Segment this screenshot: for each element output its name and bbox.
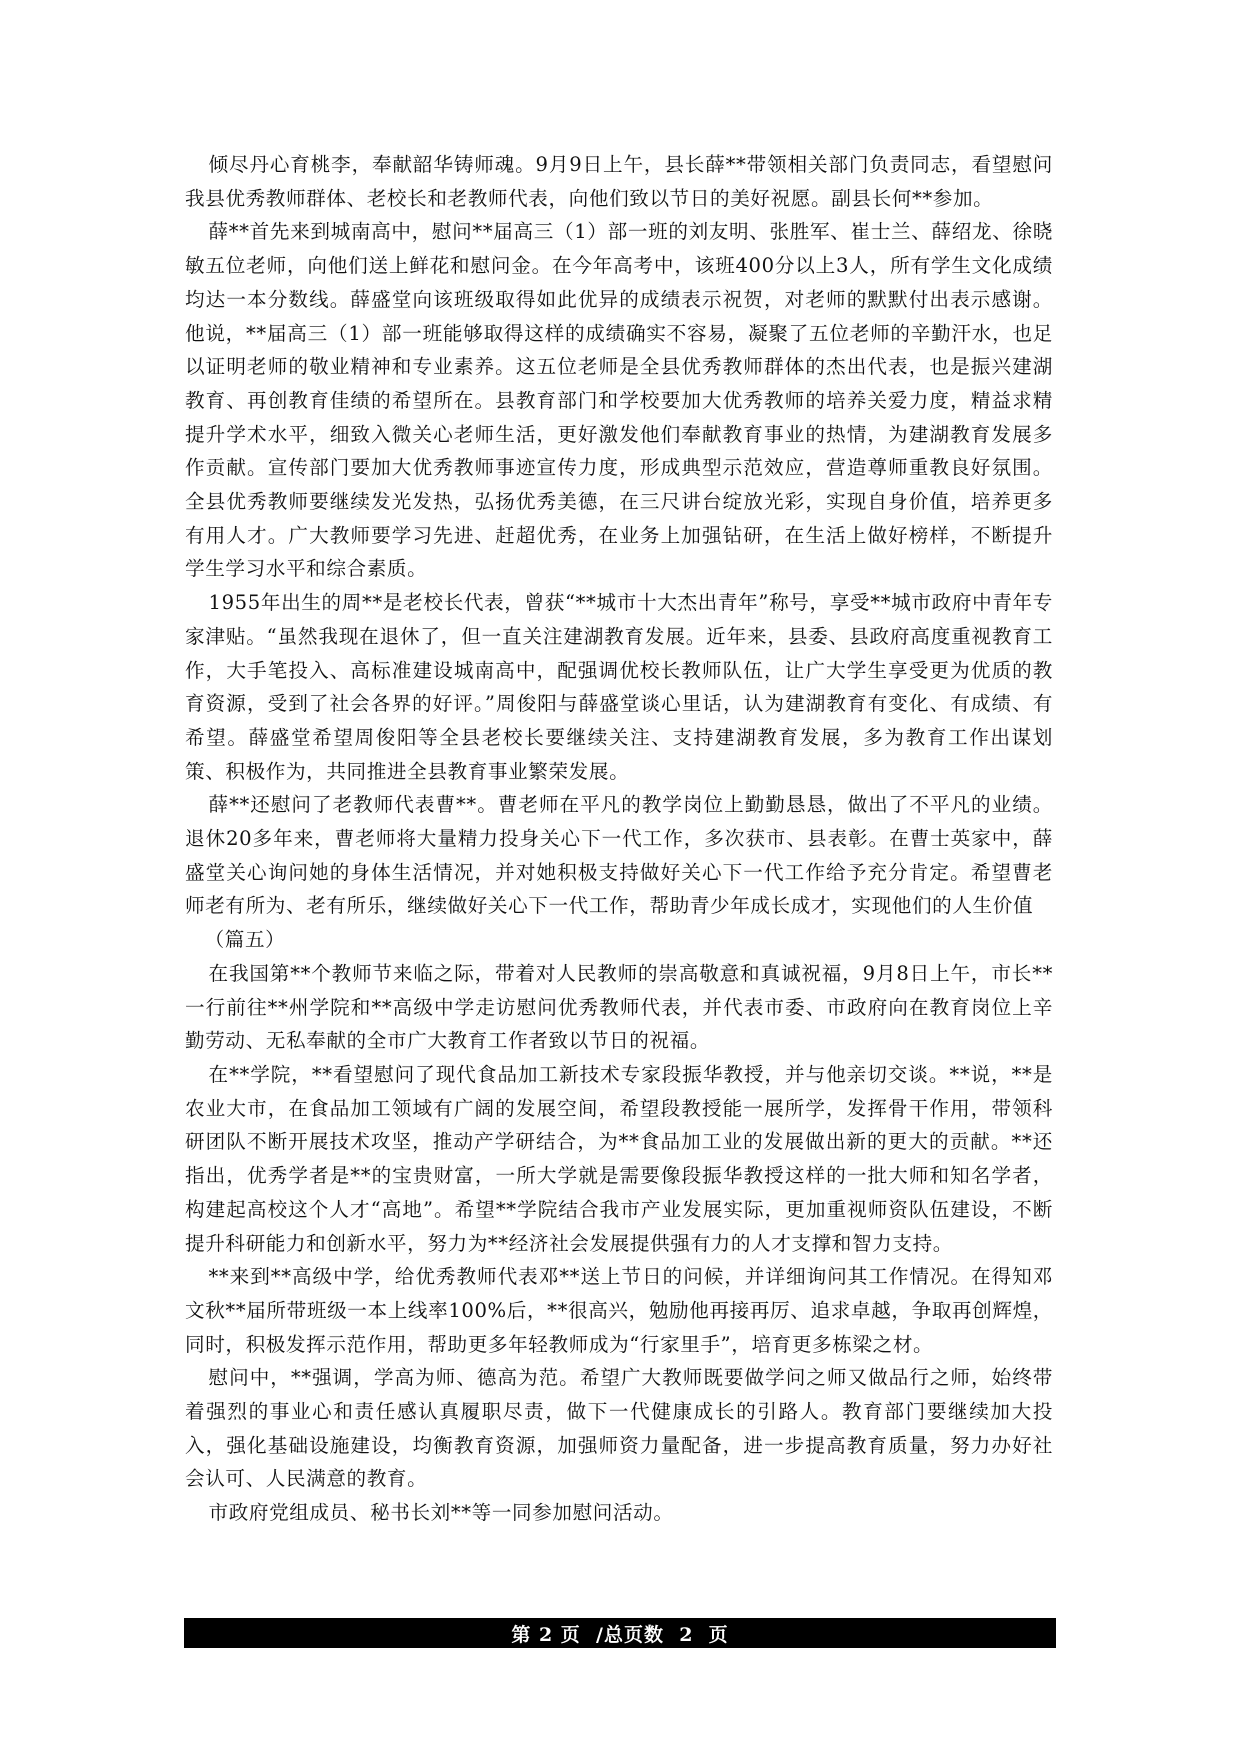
- page-number: 第 2 页 /总页数 2 页: [511, 1623, 729, 1646]
- document-body: [185, 148, 1053, 1530]
- paragraph: 市政府党组成员、秘书长刘**等一同参加慰问活动。: [208, 1501, 674, 1525]
- paragraph: 在**学院，**看望慰问了现代食品加工新技术专家段振华教授，并与他亲切交谈。**说，**是农业大市，在食品加工领域有广阔的发展空间，希望段教授能一展所学，发挥骨干作用，带领科研团队不断开展技术攻坚，推动产学研结合，为**食品加工业的发展做出新的更大的贡献。**还指出，优秀学者是**的宝贵财富，一所大学就是需要像段振华教授这样的一批大师和知名学者，构建起高校这个人才“高地”。希望**学院结合我市产业发展实际，更加重视师资队伍建设，不断提升科研能力和创新水平，努力为**经济社会发展提供强有力的人才支撑和智力支持。: [185, 1062, 1053, 1255]
- section-heading: （篇五）: [204, 928, 286, 952]
- paragraph: 慰问中，**强调，学高为师、德高为范。希望广大教师既要做学问之师又做品行之师，始终带着强烈的事业心和责任感认真履职尽责，做下一代健康成长的引路人。教育部门要继续加大投入，强化基础设施建设，均衡教育资源，加强师资力量配备，进一步提高教育质量，努力办好社会认可、人民满意的教育。: [185, 1366, 1053, 1491]
- paragraph: 薛**首先来到城南高中，慰问**届高三（1）部一班的刘友明、张胜军、崔士兰、薛绍龙、徐晓敏五位老师，向他们送上鲜花和慰问金。在今年高考中，该班400分以上3人，所有学生文化成绩均达一本分数线。薛盛堂向该班级取得如此优异的成绩表示祝贺，对老师的默默付出表示感谢。他说，**届高三（1）部一班能够取得这样的成绩确实不容易，凝聚了五位老师的辛勤汗水，也足以证明老师的敬业精神和专业素养。这五位老师是全县优秀教师群体的杰出代表，也是振兴建湖教育、再创教育佳绩的希望所在。县教育部门和学校要加大优秀教师的培养关爱力度，精益求精提升学术水平，细致入微关心老师生活，更好激发他们奉献教育事业的热情，为建湖教育发展多作贡献。宣传部门要加大优秀教师事迹宣传力度，形成典型示范效应，营造尊师重教良好氛围。全县优秀教师要继续发光发热，弘扬优秀美德，在三尺讲台绽放光彩，实现自身价值，培养更多有用人才。广大教师要学习先进、赶超优秀，在业务上加强钻研，在生活上做好榜样，不断提升学生学习水平和综合素质。: [185, 220, 1053, 581]
- paragraph: 倾尽丹心育桃李，奉献韶华铸师魂。9月9日上午，县长薛**带领相关部门负责同志，看望慰问我县优秀教师群体、老校长和老教师代表，向他们致以节日的美好祝愿。副县长何**参加。: [185, 153, 1053, 210]
- paragraph: 在我国第**个教师节来临之际，带着对人民教师的崇高敬意和真诚祝福，9月8日上午，市长**一行前往**州学院和**高级中学走访慰问优秀教师代表，并代表市委、市政府向在教育岗位上辛勤劳动、无私奉献的全市广大教育工作者致以节日的祝福。: [185, 961, 1053, 1053]
- page-footer: [184, 1618, 1056, 1648]
- paragraph: 1955年出生的周**是老校长代表，曾获“**城市十大杰出青年”称号，享受**城市政府中青年专家津贴。“虽然我现在退休了，但一直关注建湖教育发展。近年来，县委、县政府高度重视教育工作，大手笔投入、高标准建设城南高中，配强调优校长教师队伍，让广大学生享受更为优质的教育资源，受到了社会各界的好评。”周俊阳与薛盛堂谈心里话，认为建湖教育有变化、有成绩、有希望。薛盛堂希望周俊阳等全县老校长要继续关注、支持建湖教育发展，多为教育工作出谋划策、积极作为，共同推进全县教育事业繁荣发展。: [185, 591, 1053, 783]
- paragraph: **来到**高级中学，给优秀教师代表邓**送上节日的问候，并详细询问其工作情况。在得知邓文秋**届所带班级一本上线率100%后，**很高兴，勉励他再接再厉、追求卓越，争取再创辉煌，同时，积极发挥示范作用，帮助更多年轻教师成为“行家里手”，培育更多栋梁之材。: [185, 1265, 1053, 1356]
- paragraph: 薛**还慰问了老教师代表曹**。曹老师在平凡的教学岗位上勤勤恳恳，做出了不平凡的业绩。退休20多年来，曹老师将大量精力投身关心下一代工作，多次获市、县表彰。在曹士英家中，薛盛堂关心询问她的身体生活情况，并对她积极支持做好关心下一代工作给予充分肯定。希望曹老师老有所为、老有所乐，继续做好关心下一代工作，帮助青少年成长成才，实现他们的人生价值: [185, 793, 1053, 918]
